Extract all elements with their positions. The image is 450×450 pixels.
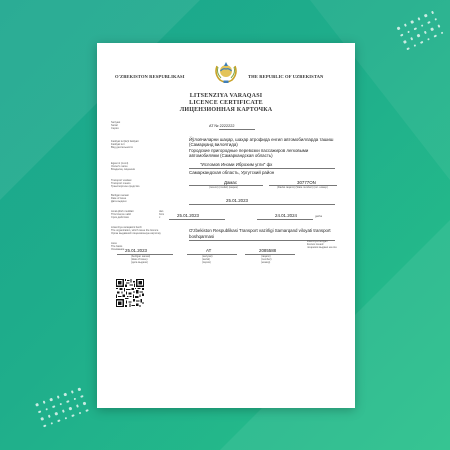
- series-number: AT № 2222222: [209, 124, 235, 128]
- vehicle-plate: 30777ON: [297, 180, 316, 185]
- licence-document: [97, 43, 355, 408]
- validity-to-underline: [257, 219, 313, 220]
- issue-date-underline: [189, 204, 335, 205]
- owner-labels: Egasi ni (nomi) Owner's name Владелец лицензии: [111, 162, 136, 171]
- validity-labels: Amal qilish muddati This licence valid Срок действия: [111, 210, 134, 219]
- vehicle-model-caption: (rusumi) (model) (марка): [209, 186, 238, 189]
- issue-date: 25.01.2023: [226, 198, 248, 203]
- issuer-labels: Litsenziya varaqasini berdi The organization, which issue the licence Орган выдавший лицензионную карточку: [111, 226, 161, 235]
- header-right: THE REPUBLIC OF UZBEKISTAN: [248, 74, 324, 79]
- qr-code-icon: [116, 279, 144, 307]
- header-left: O'ZBEKISTON RESPUBLIKASI: [115, 74, 185, 79]
- title-uz: LITSENZIYA VARAQASI: [189, 93, 263, 99]
- validity-to: 24.01.2024: [275, 213, 297, 218]
- basis-series: AT: [206, 248, 212, 253]
- activity-labels: Faoliyat tur(lar)i faoliyati Faoliyat turi Вид деятельности: [111, 140, 139, 149]
- basis-date: 25.01.2023: [125, 248, 147, 253]
- title-en: LICENCE CERTIFICATE: [189, 100, 263, 106]
- validity-from-underline: [169, 219, 225, 220]
- decorative-dots: [35, 388, 88, 428]
- activity-text-ru: Городские пригородные перевозки пассажиров легковыми автомобилями (Самаркандская область): [189, 148, 309, 159]
- basis-number-caption: (raqami) (number) (номер): [261, 255, 272, 264]
- owner-name: "Исломов Иноми Иброхим угли" фх: [200, 162, 273, 167]
- series-underline: [219, 129, 255, 130]
- validity-from: 25.01.2023: [177, 213, 199, 218]
- vehicle-model: Дамас: [224, 180, 238, 185]
- issuer-line1: O'zbekiston Respublikasi Transport vazirligi Samarqand viloyati transport: [189, 228, 331, 233]
- vehicle-plate-caption: (Davlat raqami) (State number) (гос. номер): [277, 186, 328, 189]
- state-emblem-icon: [214, 58, 238, 84]
- basis-date-caption: (berilgan sanasi) (date of issue) (дата выдачи): [131, 255, 151, 264]
- owner-address: Самаркандская область, Ургутский район: [189, 170, 275, 175]
- validity-from-label: dan from с: [159, 210, 165, 219]
- basis-number: 2085588: [259, 248, 277, 253]
- vehicle-labels: Transport vositasi Transport means Транспортное средство: [111, 179, 140, 188]
- activity-text-uz: Йўловчиларни шаҳар, шаҳар атрофида енгил автомобилларда ташиш (Самарқанд вилоятида): [189, 137, 334, 148]
- issuer-line2: boshqarmasi: [189, 234, 215, 239]
- series-labels: Seriyasi Serial Серия: [111, 121, 121, 130]
- basis-right-caption: litsenziya berilgan licence issued лицензии выдано на осн: [307, 240, 337, 249]
- basis-series-caption: (seriyasi) (serial) (серия): [202, 255, 213, 264]
- validity-to-label: gacha: [315, 215, 323, 218]
- owner-underline: [189, 168, 335, 169]
- issue-date-labels: Berilgan sanasi Date of issue Дата выдачи: [111, 194, 129, 203]
- title-ru: ЛИЦЕНЗИОННАЯ КАРТОЧКА: [179, 107, 273, 113]
- basis-labels: Asos The basis Основание: [111, 242, 125, 251]
